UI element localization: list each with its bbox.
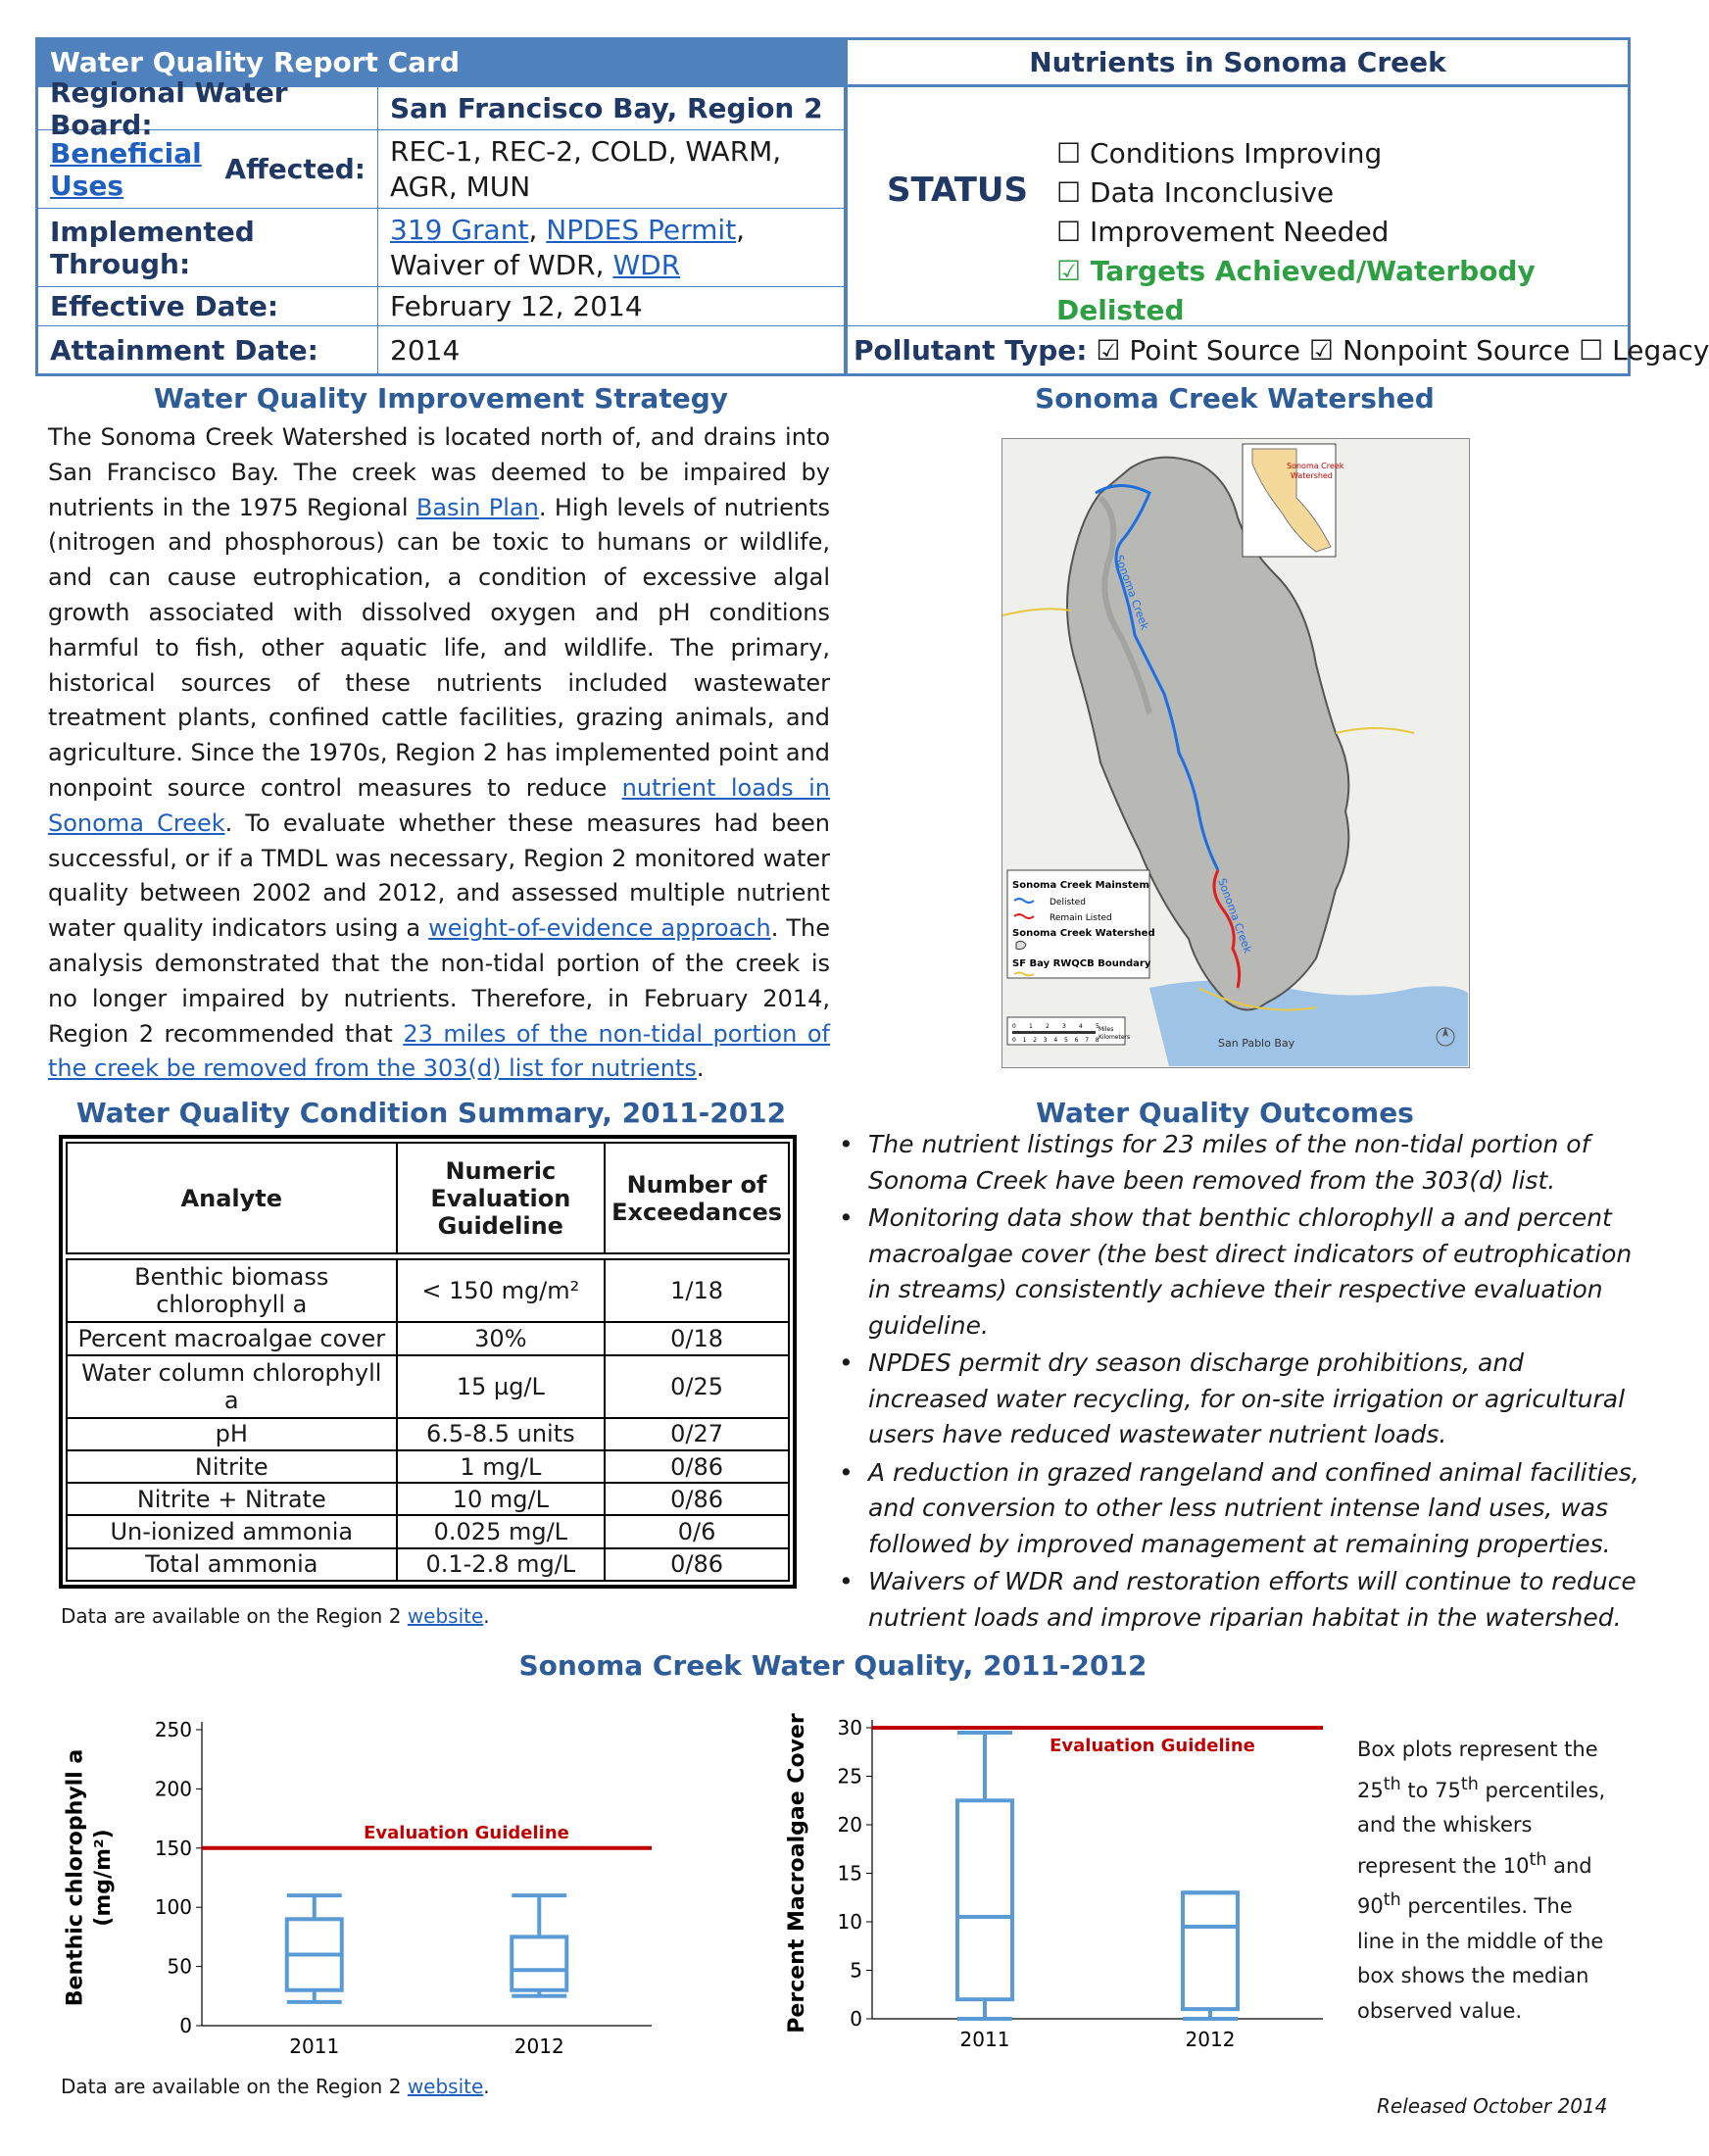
- exceedances-cell: 0/86: [605, 1450, 789, 1483]
- topic-title: Nutrients in Sonoma Creek: [1029, 46, 1446, 78]
- uses-value-text: REC-1, REC-2, COLD, WARM, AGR, MUN: [390, 134, 782, 203]
- guideline-cell: 15 µg/L: [397, 1355, 606, 1418]
- legend-boundary: SF Bay RWQCB Boundary: [1012, 958, 1151, 969]
- legend-remain: Remain Listed: [1050, 913, 1112, 923]
- status-data-inconclusive[interactable]: [1056, 173, 1628, 213]
- outcomes-title: Water Quality Outcomes: [1036, 1097, 1414, 1129]
- checkbox-checked-icon: ☑: [1096, 333, 1121, 367]
- outcome-item: [839, 1200, 1642, 1344]
- pollutant-type-label: Pollutant Type:: [854, 333, 1088, 367]
- bay-label: San Pablo Bay: [1218, 1037, 1295, 1050]
- exceedances-cell: 1/18: [605, 1259, 789, 1322]
- analyte-cell: pH: [67, 1418, 397, 1450]
- charts-title: Sonoma Creek Water Quality, 2011-2012: [518, 1649, 1147, 1682]
- caption-line-7: box shows the median: [1357, 1964, 1589, 1987]
- footer-data-note: [61, 2075, 490, 2098]
- attainment-label-text: Attainment Date:: [50, 333, 318, 367]
- outcome-text: The nutrient listings for 23 miles of the non-tidal portion of Sonoma Creek have been removed from the 303(d) list.: [868, 1130, 1590, 1195]
- outcomes-list: [831, 1127, 1642, 1638]
- y-axis-label: Percent Macroalgae Cover: [785, 1713, 809, 2034]
- macroalgae-boxplot: [774, 1695, 1333, 2068]
- x-tick-label: 2011: [289, 2034, 340, 2058]
- y-tick-label: 0: [179, 2014, 192, 2037]
- col-guideline: Numeric Evaluation Guideline: [397, 1143, 606, 1253]
- strategy-title: Water Quality Improvement Strategy: [153, 382, 728, 415]
- scale-bottom-label: 8: [1095, 1037, 1099, 1044]
- table-row: [67, 1259, 789, 1322]
- caption-percentiles: percentiles,: [1478, 1778, 1606, 1802]
- y-tick-label: 25: [837, 1764, 862, 1788]
- caption-sup: th: [1529, 1849, 1547, 1870]
- scale-miles: Miles: [1099, 1026, 1114, 1033]
- analyte-cell: Water column chlorophyll a: [67, 1355, 397, 1418]
- table-row: [67, 1322, 789, 1354]
- checkbox-empty-icon: ☐: [1579, 333, 1604, 367]
- chlorophyll-boxplot: [39, 1695, 666, 2068]
- row-board-value: [378, 87, 845, 130]
- waiver-wdr-text: Waiver of WDR: [390, 249, 596, 281]
- scale-bar: [1012, 1031, 1096, 1034]
- summary-title: Water Quality Condition Summary, 2011-2012: [75, 1097, 787, 1129]
- summary-data-note: [61, 1604, 490, 1628]
- creek-label-lower: Sonoma Creek: [1215, 876, 1254, 956]
- y-tick-label: 5: [850, 1958, 862, 1983]
- scale-bottom-label: 4: [1053, 1037, 1058, 1044]
- scale-bottom-label: 6: [1074, 1037, 1079, 1044]
- strategy-text-4: . The analysis demonstrated that the non-tidal portion of the creek is no longer impaired by nutrients. Therefore, in February 2014, Region 2 recommended that: [48, 914, 830, 1048]
- legend-delisted: Delisted: [1050, 898, 1086, 907]
- y-tick-label: 15: [837, 1861, 862, 1886]
- table-row: [67, 1548, 789, 1581]
- y-tick-label: 200: [154, 1777, 192, 1801]
- y-tick-label: 250: [154, 1718, 192, 1741]
- weight-of-evidence-link[interactable]: weight-of-evidence approach: [428, 914, 771, 943]
- caption-p75: 75: [1435, 1778, 1461, 1802]
- watershed-map: [1001, 438, 1470, 1068]
- summary-table: [66, 1142, 790, 1582]
- status-label: STATUS: [887, 171, 1029, 210]
- table-row: [67, 1515, 789, 1547]
- scale-bottom-label: 2: [1033, 1037, 1038, 1044]
- pollutant-point-source[interactable]: [1096, 334, 1300, 367]
- report-card-header: [35, 37, 1709, 376]
- scale-top-label: 4: [1079, 1023, 1083, 1030]
- row-effective-value: [378, 287, 845, 326]
- guideline-cell: 1 mg/L: [397, 1450, 606, 1483]
- creek-label: Sonoma Creek: [1112, 553, 1151, 632]
- summary-note-text: Data are available on the Region 2: [61, 1604, 408, 1628]
- pollutant-type-row: [845, 326, 1709, 373]
- bullet-icon: •: [839, 1348, 854, 1377]
- analyte-cell: Nitrite + Nitrate: [67, 1483, 397, 1515]
- released-date: Released October 2014: [1377, 2094, 1608, 2118]
- outcome-text: NPDES permit dry season discharge prohibitions, and increased water recycling, for on-site irrigation or agricultural users have reduced wastewater nutrient loads.: [868, 1348, 1626, 1448]
- scale-bottom-label: 5: [1064, 1037, 1068, 1044]
- grant-319-link[interactable]: 319 Grant: [390, 214, 529, 246]
- footer-note-text: Data are available on the Region 2: [61, 2075, 408, 2098]
- exceedances-cell: 0/86: [605, 1483, 789, 1515]
- caption-p25: 25: [1357, 1778, 1384, 1802]
- caption-line-2: [1357, 1768, 1622, 1809]
- caption-line-3: and the whiskers: [1357, 1813, 1533, 1837]
- caption-sup: th: [1383, 1774, 1401, 1794]
- analyte-cell: Percent macroalgae cover: [67, 1322, 397, 1354]
- impl-label-text: Implemented Through:: [50, 215, 255, 280]
- x-tick-label: 2012: [1185, 2028, 1236, 2051]
- outcome-item: [839, 1346, 1642, 1453]
- outcome-text: Waivers of WDR and restoration efforts will continue to reduce nutrient loads and improve riparian habitat in the watershed.: [868, 1567, 1636, 1632]
- uses-label-rest: Affected:: [215, 153, 366, 185]
- scale-top-label: 1: [1029, 1023, 1033, 1030]
- footer-note-end: .: [483, 2075, 490, 2098]
- row-uses-label: [38, 130, 378, 209]
- right-title-cell: [845, 40, 1628, 87]
- bullet-icon: •: [839, 1203, 854, 1232]
- pollutant-option-label: Point Source: [1129, 333, 1301, 367]
- strategy-text-5: .: [696, 1054, 705, 1083]
- status-targets-achieved[interactable]: [1056, 252, 1628, 330]
- pollutant-legacy[interactable]: [1579, 334, 1709, 367]
- scale-top-label: 0: [1012, 1023, 1016, 1030]
- guideline-label: Evaluation Guideline: [364, 1822, 569, 1843]
- summary-website-link[interactable]: website: [407, 1604, 484, 1628]
- map-svg: [1002, 439, 1468, 1066]
- caption-sup: th: [1383, 1890, 1401, 1910]
- guideline-cell: 30%: [397, 1322, 606, 1354]
- strategy-text-1: The Sonoma Creek Watershed is located north of, and drains into San Francisco Bay. The creek was deemed to be impaired by nutrients in the 1975 Regional: [48, 423, 830, 521]
- checkbox-checked-icon: ☑: [1056, 255, 1082, 287]
- bay-water: [1149, 981, 1468, 1067]
- outcome-item: [839, 1127, 1642, 1199]
- row-uses-value: [378, 130, 845, 209]
- analyte-cell: Total ammonia: [67, 1548, 397, 1581]
- strategy-text-3: . To evaluate whether these measures had been successful, or if a TMDL was necessary, Region 2 monitored water quality between 2002 and 2012, and assessed multiple nutrient water quality indicators using a: [48, 808, 830, 943]
- basin-plan-link[interactable]: Basin Plan: [415, 493, 539, 521]
- board-value-text: San Francisco Bay, Region 2: [390, 92, 823, 124]
- delisting-link[interactable]: 23 miles of the non-tidal portion of the creek be removed from the 303(d) list for nutrients: [48, 1019, 830, 1083]
- exceedances-cell: 0/6: [605, 1515, 789, 1547]
- y-tick-label: 100: [154, 1895, 192, 1920]
- table-row: [67, 1483, 789, 1515]
- y-tick-label: 20: [837, 1813, 862, 1837]
- status-option-label: Data Inconclusive: [1090, 176, 1335, 209]
- row-board-label: [38, 75, 378, 141]
- status-options: [1056, 134, 1628, 330]
- bullet-icon: •: [839, 1567, 854, 1595]
- table-row: [67, 1418, 789, 1450]
- checkbox-empty-icon: ☐: [1056, 176, 1082, 209]
- outcome-item: [839, 1564, 1642, 1636]
- guideline-cell: < 150 mg/m²: [397, 1259, 606, 1322]
- effective-label-text: Effective Date:: [50, 290, 279, 322]
- summary-table-frame: [59, 1135, 797, 1589]
- legend-watershed: Sonoma Creek Watershed: [1012, 928, 1155, 939]
- checkbox-empty-icon: ☐: [1056, 137, 1082, 170]
- status-option-label: Targets Achieved/Waterbody Delisted: [1056, 255, 1536, 326]
- caption-line-1: Box plots represent the: [1357, 1738, 1598, 1761]
- caption-line-6: line in the middle of the: [1357, 1929, 1604, 1953]
- status-block: [845, 87, 1628, 326]
- legend-watershed-swatch: [1016, 941, 1026, 949]
- caption-line-4: [1357, 1843, 1622, 1885]
- status-conditions-improving[interactable]: [1056, 134, 1628, 173]
- nutrient-loads-link[interactable]: nutrient loads in Sonoma Creek: [48, 773, 830, 837]
- scale-bottom-label: 1: [1022, 1037, 1027, 1044]
- analyte-cell: Benthic biomass chlorophyll a: [67, 1259, 397, 1322]
- y-tick-label: 150: [154, 1836, 192, 1860]
- summary-note-end: .: [483, 1604, 490, 1628]
- analyte-cell: Nitrite: [67, 1450, 397, 1483]
- box-iqr: [957, 1800, 1012, 1999]
- y-tick-label: 0: [850, 2007, 862, 2031]
- table-row: [67, 1450, 789, 1483]
- guideline-cell: 0.1-2.8 mg/L: [397, 1548, 606, 1581]
- y-axis-label: Benthic chlorophyll a (mg/m²): [63, 1748, 117, 2007]
- y-tick-label: 10: [837, 1910, 862, 1934]
- beneficial-uses-link[interactable]: Beneficial Uses: [50, 136, 202, 202]
- caption-p90: 90: [1357, 1894, 1384, 1918]
- guideline-cell: 10 mg/L: [397, 1483, 606, 1515]
- caption-to: to: [1400, 1778, 1436, 1802]
- strategy-text-2: . High levels of nutrients (nitrogen and phosphorous) can be toxic to humans or wildlife, and can cause eutrophication, a condition of excessive algal growth associated with dissolved oxygen and pH conditions harmful to fish, other aquatic life, and wildlife. The primary, historical sources of these nutrients included wastewater treatment plants, confined cattle facilities, grazing animals, and agriculture. Since the 1970s, Region 2 has implemented point and nonpoint source control measures to reduce: [48, 493, 830, 802]
- pollutant-option-label: Nonpoint Source: [1342, 333, 1571, 367]
- footer-website-link[interactable]: website: [407, 2075, 484, 2098]
- y-tick-label: 50: [167, 1954, 192, 1979]
- guideline-label: Evaluation Guideline: [1050, 1736, 1255, 1756]
- bullet-icon: •: [839, 1130, 854, 1158]
- checkbox-checked-icon: ☑: [1308, 333, 1335, 367]
- caption-represent: represent the: [1357, 1853, 1503, 1878]
- chart-caption: [1357, 1733, 1622, 2029]
- pollutant-option-label: Legacy: [1612, 333, 1709, 367]
- y-tick-label: 30: [837, 1716, 862, 1740]
- row-effective-label: [38, 287, 378, 326]
- col-exceedances: Number of Exceedances: [605, 1143, 789, 1253]
- caption-p10: 10: [1502, 1853, 1530, 1878]
- col-analyte: Analyte: [67, 1143, 397, 1253]
- card-title: Water Quality Report Card: [50, 46, 460, 78]
- scale-top-label: 5: [1096, 1023, 1099, 1030]
- pollutant-nonpoint-source[interactable]: [1309, 334, 1570, 367]
- caption-percentiles-the: percentiles. The: [1400, 1894, 1573, 1918]
- scale-top-label: 3: [1062, 1023, 1066, 1030]
- effective-value-text: February 12, 2014: [390, 290, 643, 322]
- scale-bottom-label: 7: [1085, 1037, 1090, 1044]
- scale-bottom-label: 0: [1012, 1037, 1016, 1044]
- caption-line-5: [1357, 1884, 1622, 1925]
- exceedances-cell: 0/25: [605, 1355, 789, 1418]
- x-tick-label: 2012: [513, 2034, 564, 2058]
- status-option-label: Conditions Improving: [1090, 137, 1383, 170]
- outcome-item: [839, 1455, 1642, 1563]
- exceedances-cell: 0/27: [605, 1418, 789, 1450]
- strategy-paragraph: [48, 420, 830, 1087]
- table-row: [67, 1355, 789, 1418]
- box-iqr: [1183, 1892, 1238, 2009]
- caption-and: and: [1546, 1853, 1592, 1878]
- scale-km: Kilometers: [1099, 1034, 1131, 1041]
- row-impl-value: 319 Grant, NPDES Permit, Waiver of WDR, WDR: [378, 209, 845, 287]
- scale-bottom-label: 3: [1043, 1037, 1048, 1044]
- inset-label-2: Watershed: [1291, 471, 1333, 480]
- npdes-permit-link[interactable]: NPDES Permit: [546, 214, 737, 246]
- caption-line-8: observed value.: [1357, 1998, 1523, 2023]
- caption-sup: th: [1460, 1774, 1479, 1794]
- guideline-cell: 0.025 mg/L: [397, 1515, 606, 1547]
- scale-bottom-labels: [1012, 1037, 1099, 1044]
- box-iqr: [512, 1936, 566, 1989]
- exceedances-cell: 0/18: [605, 1322, 789, 1354]
- scale-top-label: 2: [1046, 1023, 1050, 1030]
- exceedances-cell: 0/86: [605, 1548, 789, 1581]
- x-tick-label: 2011: [959, 2028, 1010, 2051]
- row-attainment-value: [378, 326, 845, 373]
- wdr-link[interactable]: WDR: [612, 249, 681, 281]
- board-label-text: Regional Water Board:: [50, 75, 288, 141]
- guideline-cell: 6.5-8.5 units: [397, 1418, 606, 1450]
- outcome-text: A reduction in grazed rangeland and confined animal facilities, and conversion to other less nutrient intense land uses, was followed by improved management at remaining properties.: [868, 1457, 1639, 1558]
- status-improvement-needed[interactable]: [1056, 213, 1628, 252]
- row-impl-label: [38, 209, 378, 287]
- outcome-text: Monitoring data show that benthic chlorophyll a and percent macroalgae cover (the best direct indicators of eutrophication in streams) consistently achieve their respective evaluation guideline.: [868, 1203, 1633, 1340]
- legend-mainstem: Sonoma Creek Mainstem: [1012, 880, 1149, 891]
- inset-label-1: Sonoma Creek: [1287, 462, 1344, 470]
- row-attainment-label: [38, 326, 378, 373]
- analyte-cell: Un-ionized ammonia: [67, 1515, 397, 1547]
- map-title: Sonoma Creek Watershed: [1035, 382, 1435, 415]
- bullet-icon: •: [839, 1457, 854, 1487]
- checkbox-empty-icon: ☐: [1056, 216, 1082, 248]
- status-option-label: Improvement Needed: [1090, 216, 1390, 248]
- attainment-value-text: 2014: [390, 333, 461, 367]
